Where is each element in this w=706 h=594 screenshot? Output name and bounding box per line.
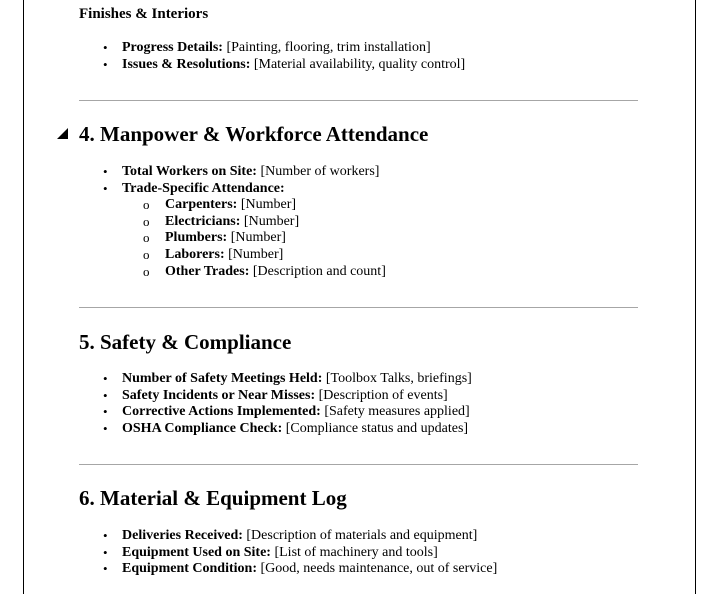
list-item [0,57,465,74]
list-item [0,388,472,405]
list-item [0,561,497,578]
bullet-icon: • [103,371,108,386]
item-value: [Number] [243,213,300,229]
sub-list-item [0,214,386,231]
item-label: Corrective Actions Implemented: [122,404,321,420]
item-value: [Description and count] [252,263,386,279]
sub-list-item [0,247,386,264]
item-label: Number of Safety Meetings Held: [122,371,323,386]
item-value: [Material availability, quality control] [253,56,466,72]
item-value: [Good, needs maintenance, out of service] [260,561,498,577]
item-label: Issues & Resolutions: [122,56,251,72]
list-item [0,404,472,421]
list-item [0,545,497,562]
item-value: [Number] [230,230,286,246]
bullet-icon: • [103,164,108,179]
bullet-icon: • [103,561,108,577]
item-label: Progress Details: [122,40,223,55]
sub-list-item [0,264,386,281]
item-value: [Toolbox Talks, briefings] [325,371,472,386]
section-heading-material-equipment: 6. Material & Equipment Log [79,486,347,510]
item-label: Deliveries Received: [122,528,243,543]
list-item [0,40,465,57]
finishes-list [0,40,465,73]
circle-bullet-icon: o [143,246,150,262]
subheading-finishes-interiors: Finishes & Interiors [79,6,209,22]
bullet-icon: • [103,420,108,436]
manpower-list [0,164,386,280]
section-divider [79,464,638,465]
item-value: [List of machinery and tools] [274,544,438,560]
safety-list [0,371,472,437]
item-value: [Description of events] [318,387,448,403]
page-border-right [695,0,696,594]
list-item [0,371,472,388]
list-item [0,164,386,181]
item-value: [Compliance status and updates] [285,420,469,436]
item-label: Carpenters: [165,197,238,213]
sub-list-item [0,197,386,214]
circle-bullet-icon: o [143,197,150,213]
list-item [0,181,386,198]
item-label: Equipment Used on Site: [122,544,271,560]
list-item [0,421,472,438]
section-heading-safety: 5. Safety & Compliance [79,330,292,354]
circle-bullet-icon: o [143,230,150,246]
item-label: Equipment Condition: [122,561,257,577]
section-divider [79,307,638,308]
section-divider [79,100,638,101]
item-label: Plumbers: [165,230,228,246]
equipment-list [0,528,497,578]
item-value: [Painting, flooring, trim installation] [226,40,431,55]
item-value: [Number] [228,246,284,262]
item-label: Electricians: [165,213,241,229]
bullet-icon: • [103,544,108,560]
item-label: Total Workers on Site: [122,164,257,179]
item-value: [Number of workers] [260,164,380,179]
circle-bullet-icon: o [143,213,150,229]
bullet-icon: • [103,56,108,72]
bullet-icon: • [103,404,108,420]
item-label: Other Trades: [165,263,250,279]
bullet-icon: • [103,180,108,196]
list-item [0,528,497,545]
bullet-icon: • [103,40,108,55]
collapse-triangle-icon[interactable] [57,128,68,139]
item-label: OSHA Compliance Check: [122,420,283,436]
bullet-icon: • [103,387,108,403]
item-value: [Safety measures applied] [324,404,470,420]
item-label: Trade-Specific Attendance: [122,180,285,196]
item-value: [Number] [240,197,297,213]
item-label: Safety Incidents or Near Misses: [122,387,316,403]
section-heading-manpower: 4. Manpower & Workforce Attendance [79,122,429,146]
bullet-icon: • [103,528,108,543]
circle-bullet-icon: o [143,263,150,279]
item-label: Laborers: [165,246,225,262]
sub-list-item [0,230,386,247]
page-border-left [23,0,24,594]
item-value: [Description of materials and equipment] [246,528,478,543]
